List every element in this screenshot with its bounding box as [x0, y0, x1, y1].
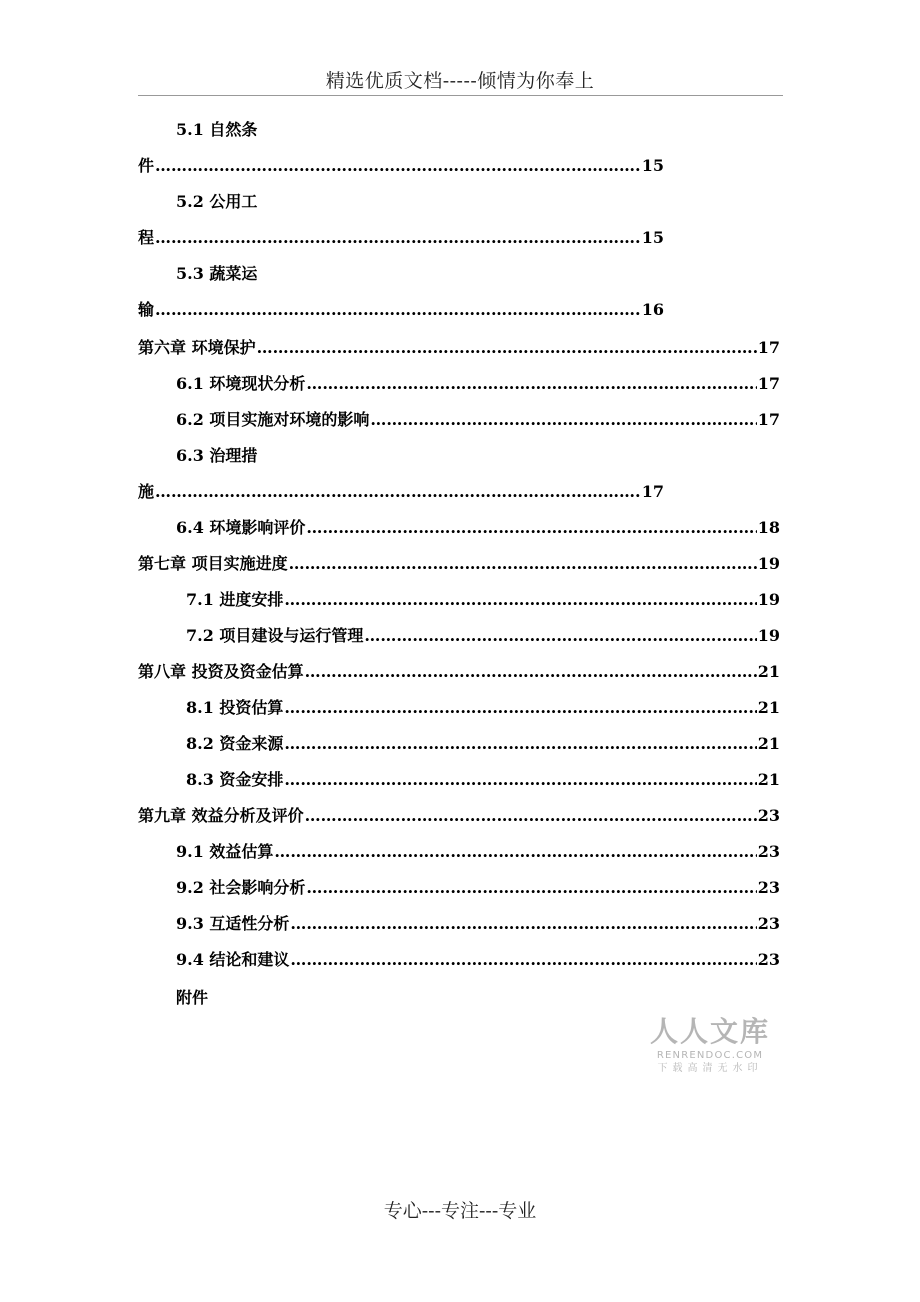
toc-leader-dots	[305, 804, 757, 828]
toc-page-number: 23	[757, 842, 780, 861]
toc-leader-dots	[306, 516, 756, 540]
toc-leader-dots	[284, 768, 756, 792]
toc-leader-dots	[274, 840, 756, 864]
toc-page-number: 23	[757, 878, 780, 897]
toc-leader-dots	[306, 372, 756, 396]
toc-page-number: 23	[757, 806, 780, 825]
toc-entry-5-2[interactable]: 5.2 公用工	[176, 192, 258, 211]
watermark-subtitle: 下载高清无水印	[657, 1063, 763, 1074]
page-header: 精选优质文档-----倾情为你奉上	[325, 70, 595, 92]
toc-entry-text: 9.2 社会影响分析	[176, 878, 306, 897]
toc-entry-5-3-continuation[interactable]	[138, 298, 664, 322]
toc-page-number: 21	[757, 698, 780, 717]
toc-page-number: 21	[757, 734, 780, 753]
toc-entry-text: 6.1 环境现状分析	[176, 374, 306, 393]
toc-leader-dots	[306, 876, 756, 900]
toc-entry-text: 施	[138, 482, 155, 501]
toc-leader-dots	[155, 298, 641, 322]
toc-page-number: 17	[757, 410, 780, 429]
toc-entry-6-2[interactable]	[176, 408, 780, 432]
toc-leader-dots	[364, 624, 756, 648]
toc-leader-dots	[290, 948, 756, 972]
toc-entry-6-3[interactable]: 6.3 治理措	[176, 446, 258, 465]
toc-entry-9-3[interactable]	[176, 912, 780, 936]
toc-entry-5-1[interactable]: 5.1 自然条	[176, 120, 258, 139]
toc-leader-dots	[289, 552, 757, 576]
toc-entry-text: 6.2 项目实施对环境的影响	[176, 410, 370, 429]
toc-page-number: 23	[757, 914, 780, 933]
toc-entry-text: 程	[138, 228, 155, 247]
toc-page-number: 15	[641, 156, 664, 175]
watermark-logo	[640, 1015, 780, 1076]
toc-leader-dots	[370, 408, 756, 432]
toc-chapter-7[interactable]	[138, 552, 780, 576]
toc-entry-text: 第八章 投资及资金估算	[138, 662, 304, 681]
toc-page-number: 19	[757, 590, 780, 609]
toc-entry-text: 8.2 资金来源	[186, 734, 284, 753]
toc-entry-text: 7.1 进度安排	[186, 590, 284, 609]
toc-page-number: 17	[641, 482, 664, 501]
toc-entry-text: 第六章 环境保护	[138, 338, 256, 357]
toc-entry-7-1[interactable]	[186, 588, 780, 612]
toc-entry-8-1[interactable]	[186, 696, 780, 720]
toc-chapter-6[interactable]	[138, 336, 780, 360]
toc-entry-8-3[interactable]	[186, 768, 780, 792]
toc-entry-9-4[interactable]	[176, 948, 780, 972]
toc-entry-6-1[interactable]	[176, 372, 780, 396]
toc-page-number: 19	[757, 626, 780, 645]
toc-entry-text: 9.3 互适性分析	[176, 914, 290, 933]
toc-entry-7-2[interactable]	[186, 624, 780, 648]
toc-entry-9-2[interactable]	[176, 876, 780, 900]
toc-entry-text: 第九章 效益分析及评价	[138, 806, 304, 825]
toc-entry-6-4[interactable]	[176, 516, 780, 540]
toc-entry-text: 8.3 资金安排	[186, 770, 284, 789]
toc-page-number: 15	[641, 228, 664, 247]
toc-leader-dots	[155, 480, 641, 504]
toc-entry-9-1[interactable]	[176, 840, 780, 864]
toc-leader-dots	[155, 226, 641, 250]
toc-leader-dots	[305, 660, 757, 684]
toc-entry-8-2[interactable]	[186, 732, 780, 756]
toc-leader-dots	[284, 696, 756, 720]
toc-page-number: 21	[757, 662, 780, 681]
toc-entry-text: 第七章 项目实施进度	[138, 554, 288, 573]
toc-entry-text: 9.1 效益估算	[176, 842, 274, 861]
toc-leader-dots	[284, 588, 756, 612]
toc-entry-text: 6.4 环境影响评价	[176, 518, 306, 537]
toc-page-number: 18	[757, 518, 780, 537]
toc-entry-appendix[interactable]: 附件	[176, 988, 209, 1007]
watermark-title: 人人文库	[649, 1015, 770, 1048]
toc-entry-5-3[interactable]: 5.3 蔬菜运	[176, 264, 258, 283]
toc-entry-text: 8.1 投资估算	[186, 698, 284, 717]
toc-page-number: 17	[757, 374, 780, 393]
toc-chapter-8[interactable]	[138, 660, 780, 684]
toc-entry-text: 9.4 结论和建议	[176, 950, 290, 969]
toc-entry-text: 件	[138, 156, 155, 175]
toc-leader-dots	[290, 912, 756, 936]
toc-entry-5-2-continuation[interactable]	[138, 226, 664, 250]
toc-chapter-9[interactable]	[138, 804, 780, 828]
toc-entry-text: 输	[138, 300, 155, 319]
toc-page-number: 16	[641, 300, 664, 319]
toc-entry-text: 7.2 项目建设与运行管理	[186, 626, 364, 645]
toc-page-number: 21	[757, 770, 780, 789]
toc-entry-6-3-continuation[interactable]	[138, 480, 664, 504]
toc-page-number: 19	[757, 554, 780, 573]
toc-leader-dots	[284, 732, 756, 756]
toc-entry-5-1-continuation[interactable]	[138, 154, 664, 178]
toc-leader-dots	[257, 336, 757, 360]
page-footer: 专心---专注---专业	[383, 1200, 537, 1222]
toc-page-number: 23	[757, 950, 780, 969]
watermark-domain: RENRENDOC.COM	[656, 1050, 764, 1061]
toc-page-number: 17	[757, 338, 780, 357]
toc-leader-dots	[155, 154, 641, 178]
